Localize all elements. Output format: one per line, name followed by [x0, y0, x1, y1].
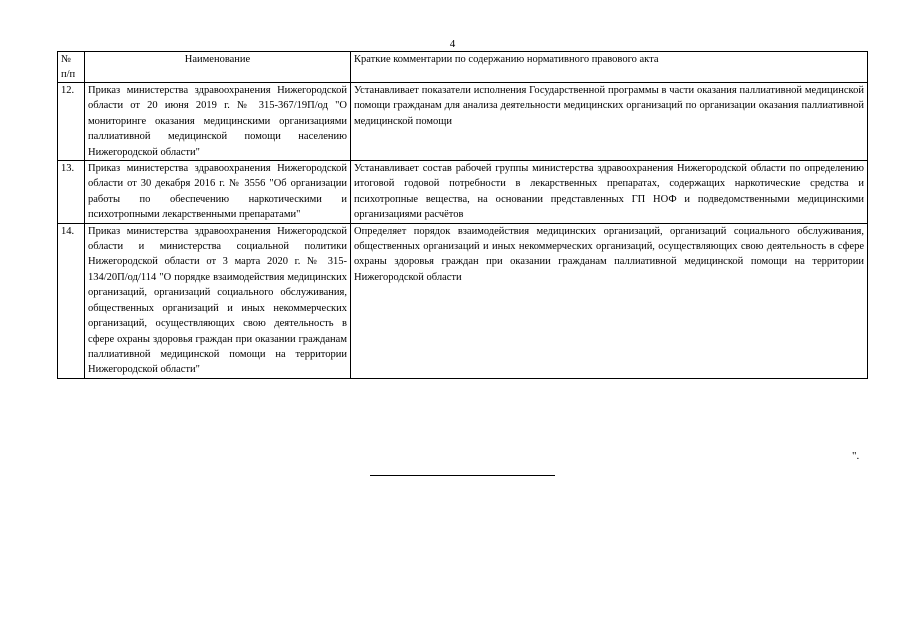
row-comment: Устанавливает состав рабочей группы министерства здравоохранения Нижегородской области по определению итоговой годовой потребности в лекарственных препаратах, содержащих наркотические средства и психотропные вещества, на основании представленных ГП НОФ и подведомственными медицинскими организациями расчётов [351, 161, 868, 224]
row-act-name: Приказ министерства здравоохранения Нижегородской области от 20 июня 2019 г. № 315-367/19П/од "О мониторинге оказания медицинскими организациями паллиативной медицинской помощи населению Нижегородской области" [85, 83, 351, 161]
table-row [58, 83, 868, 161]
header-number: № п/п [58, 52, 85, 83]
row-number: 12. [58, 83, 85, 161]
table-row [58, 161, 868, 224]
header-name: Наименование [85, 52, 351, 83]
header-comment: Краткие комментарии по содержанию нормативного правового акта [351, 52, 868, 83]
row-comment: Устанавливает показатели исполнения Государственной программы в части оказания паллиативной медицинской помощи гражданам для анализа деятельности медицинских организаций по организации оказания паллиативной медицинской помощи [351, 83, 868, 161]
row-comment: Определяет порядок взаимодействия медицинских организаций, организаций социального обслуживания, общественных организаций и иных некоммерческих организаций, осуществляющих свою деятельность в сфере охраны здоровья граждан при оказании гражданам паллиативной медицинской помощи на территории Нижегородской области [351, 223, 868, 378]
closing-quote-mark: ". [852, 450, 860, 462]
row-act-name: Приказ министерства здравоохранения Нижегородской области от 30 декабря 2016 г. № 3556 "Об организации работы по обеспечению наркотическими и психотропными лекарственными препаратами" [85, 161, 351, 224]
table-header-row [58, 52, 868, 83]
row-number: 13. [58, 161, 85, 224]
page-number: 4 [449, 38, 456, 50]
row-act-name: Приказ министерства здравоохранения Нижегородской области и министерства социальной политики Нижегородской области от 3 марта 2020 г. № 315-134/20П/од/114 "О порядке взаимодействия медицинских организаций, организаций социального обслуживания, общественных организаций и иных некоммерческих организаций, осуществляющих свою деятельность в сфере охраны здоровья граждан при оказании гражданам паллиативной медицинской помощи на территории Нижегородской области" [85, 223, 351, 378]
legal-acts-table [57, 51, 868, 379]
table-row [58, 223, 868, 378]
row-number: 14. [58, 223, 85, 378]
end-divider-line [370, 475, 555, 476]
